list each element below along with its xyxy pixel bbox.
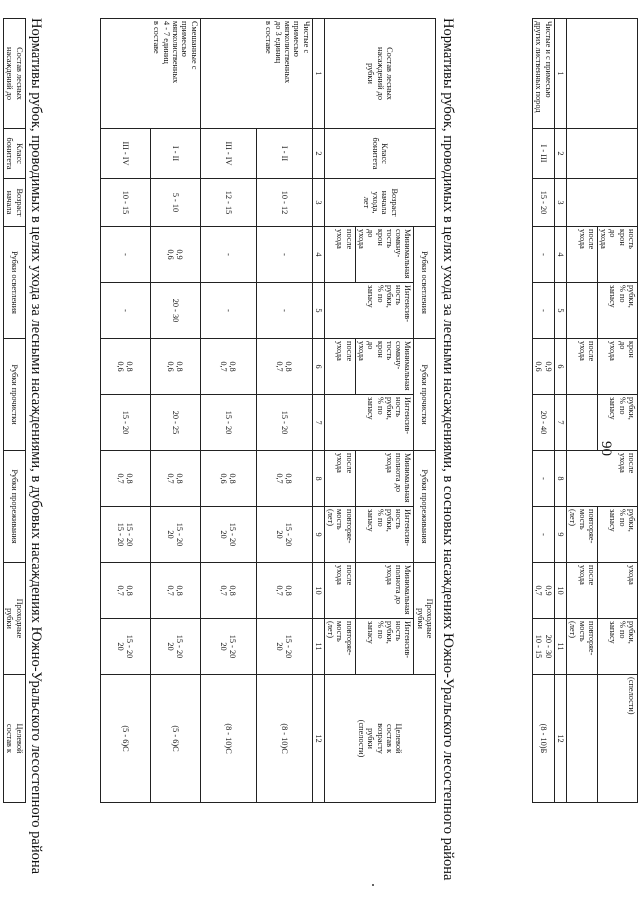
table-row (256, 19, 312, 803)
header-cell: рубки, % по запасу (597, 619, 637, 675)
table-cell: 0,8 0,7 (150, 563, 200, 619)
subheader-min-poln: Минимальная полнота до ухода (355, 563, 414, 619)
table-row (200, 19, 256, 803)
subheader-intens: Интенсив- ность рубки, % по запасу (355, 507, 414, 563)
subheader-povt: повторяе- мость (лет) (324, 619, 355, 675)
header-cell: Рубки осветления (4, 227, 26, 339)
subheader-intens: Интенсив- ность рубки, % по запасу (324, 395, 414, 451)
header-prorezhivaniya: Рубки прореживания (414, 451, 436, 563)
table-cell: 0,8 0,7 (100, 451, 150, 507)
table-cell: (5 - 6)С (150, 675, 200, 803)
table-cell: - (533, 227, 555, 283)
table-cell: 20 - 40 (533, 395, 555, 451)
table-cell: 15 - 20 (256, 395, 312, 451)
table-cell: 15 - 20 20 (150, 619, 200, 675)
header-cell: ухода (597, 563, 637, 619)
header-cell: повторяе- мость (лет) (567, 619, 598, 675)
table-cell: (8 - 10)С (256, 675, 312, 803)
continued-header-upper (597, 19, 637, 803)
table-cell: - (256, 283, 312, 339)
table-row (533, 19, 555, 803)
subheader-intens: Интенсив- ность рубки, % по запасу (324, 283, 414, 339)
table-cell: I - II (150, 129, 200, 179)
table-cell: 0,8 0,7 (200, 339, 256, 395)
header-row-1 (414, 19, 436, 803)
composition-cell: Чистые с примесью мягколиственных до 3 единиц в составе (200, 19, 312, 129)
table-cell: (8 - 10)С (200, 675, 256, 803)
header-cell: (спелости) (597, 675, 637, 803)
header-cell: рубки, % по запасу (597, 395, 637, 451)
subheader-intens: Интенсив- ность рубки, % по запасу (355, 619, 414, 675)
column-number-row: 1 2 3 4 5 6 7 8 9 10 11 12 (554, 19, 566, 803)
table-cell: 0,8 0,7 (150, 451, 200, 507)
table-cell: (8 - 10)Б (533, 675, 555, 803)
table-row (150, 19, 200, 803)
header-cell: Состав лесных насаждений до (4, 19, 26, 129)
table-cell: 0,9 0,6 (150, 227, 200, 283)
header-cell: после ухода (567, 339, 598, 395)
subheader-posle: после ухода (324, 227, 355, 283)
header-cell: Рубки прочистки (4, 339, 26, 451)
table-cell: I - II (256, 129, 312, 179)
header-cell: Проходные рубки (4, 563, 26, 675)
header-cell: рубки, % по запасу (597, 283, 637, 339)
composition-cell: Смешанные с примесью мягколиственных 4 - 7 единиц в составе (100, 19, 200, 129)
header-age: Возраст начала ухода, лет (324, 179, 435, 227)
header-bonitet: Класс бонитета (324, 129, 435, 179)
header-cell: крон до ухода (597, 339, 637, 395)
section-heading-pine: Нормативы рубок, проводимых в целях ухода за лесными насаждениями, в сосновых насаждениях Южно-Уральского лесостепного района (440, 18, 456, 881)
header-target: Целевой состав к возрасту рубки (спелости) (324, 675, 435, 803)
table-cell: 0,9 0,6 (533, 339, 555, 395)
table-cell: 15 - 20 (100, 395, 150, 451)
header-cell: Целевой состав к (4, 675, 26, 803)
header-cell: рубки, % по запасу (597, 507, 637, 563)
table-cell: 0,8 0,7 (256, 451, 312, 507)
table-cell: 12 - 15 (200, 179, 256, 227)
table-cell: 10 - 12 (256, 179, 312, 227)
table-cell: III - IV (100, 129, 150, 179)
table-cell: 0,8 0,7 (100, 563, 150, 619)
table-cell: - (533, 451, 555, 507)
table-cell: 15 - 20 20 (150, 507, 200, 563)
table-cell: 15 - 20 (200, 395, 256, 451)
subheader-min-poln: Минимальная полнота до ухода (355, 451, 414, 507)
subheader-min-somk: Минимальная сомкну- тость крон до ухода (355, 227, 414, 283)
table-cell: 0,8 0,6 (100, 339, 150, 395)
pine-norms-table (100, 18, 436, 803)
header-cell: ность крон до ухода (597, 227, 637, 283)
table-cell: III - IV (200, 129, 256, 179)
table-cell: 5 - 10 (150, 179, 200, 227)
table-cell: 0,8 0,7 (256, 563, 312, 619)
table-cell: 0,8 0,6 (200, 451, 256, 507)
header-cell: после ухода (567, 227, 598, 283)
table-cell: 15 - 20 20 (100, 619, 150, 675)
table-cell: 0,8 0,7 (200, 563, 256, 619)
table-cell: - (533, 507, 555, 563)
subheader-min-somk: Минимальная сомкну- тость крон до ухода (355, 339, 414, 395)
table-cell: 15 - 20 20 (256, 619, 312, 675)
header-cell: Рубки прореживания (4, 451, 26, 563)
header-composition: Состав лесных насаждений до рубки (324, 19, 435, 129)
table-cell: 0,8 0,7 (256, 339, 312, 395)
header-cell: повторяе- мость (лет) (567, 507, 598, 563)
table-cell: 15 - 20 15 - 20 (100, 507, 150, 563)
table-cell: - (256, 227, 312, 283)
table-cell: 10 - 15 (100, 179, 150, 227)
table-cell: I - III (533, 129, 555, 179)
table-cell: - (200, 283, 256, 339)
subheader-posle: после ухода (324, 451, 355, 507)
table-cell: - (533, 283, 555, 339)
table-cell: 0,9 0,7 (533, 563, 555, 619)
rotated-page-content (0, 18, 640, 898)
section-heading-oak: Нормативы рубок, проводимых в целях ухода за лесными насаждениями, в дубовых насаждениях Южно-Уральского лесостепного района (28, 18, 44, 875)
continued-table (532, 18, 638, 803)
table-cell: 15 - 20 20 (200, 619, 256, 675)
header-cell: после ухода (567, 563, 598, 619)
header-prokhodnye: Проходные рубки (414, 563, 436, 675)
table-row (100, 19, 150, 803)
table-cell: - (200, 227, 256, 283)
page-number: 90 (598, 441, 614, 456)
header-cell: Возраст начала (4, 179, 26, 227)
table-cell: 0,8 0,6 (150, 339, 200, 395)
subheader-povt: повторяе- мость (лет) (324, 507, 355, 563)
header-osvetleniya: Рубки осветления (414, 227, 436, 339)
table-cell: 15 - 20 20 (200, 507, 256, 563)
subheader-posle: после ухода (324, 339, 355, 395)
oak-norms-table-header (3, 18, 26, 803)
table-cell: 20 - 30 10 - 15 (533, 619, 555, 675)
table-cell: 15 - 20 20 (256, 507, 312, 563)
table-cell: (5 - 6)С (100, 675, 150, 803)
header-prochistki: Рубки прочистки (414, 339, 436, 451)
header-cell: Класс бонитета (4, 129, 26, 179)
subheader-posle: после ухода (324, 563, 355, 619)
table-cell: 20 - 30 (150, 283, 200, 339)
table-cell: - (100, 227, 150, 283)
table-cell: 15 - 20 (533, 179, 555, 227)
header-cell: после ухода (567, 451, 638, 507)
table-cell: 20 - 25 (150, 395, 200, 451)
header-row (4, 19, 26, 803)
column-number-row: 1 2 3 4 5 6 7 8 9 10 11 12 (312, 19, 324, 803)
composition-cell: Чистые и с примесью других лиственных пород (533, 19, 555, 129)
table-cell: - (100, 283, 150, 339)
